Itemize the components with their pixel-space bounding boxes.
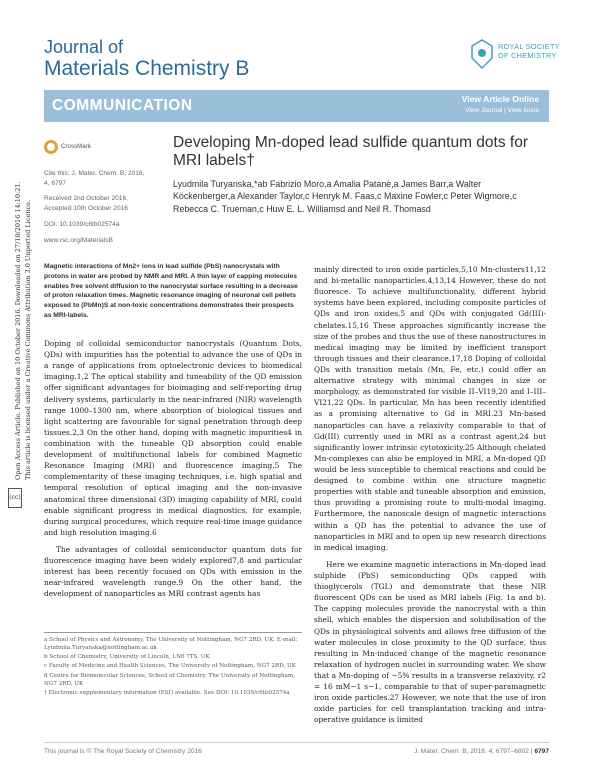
author-list: Lyudmila Turyanska,*ab Fabrizio Moro,a Amalia Patanè,a James Barr,a Walter Köckenberger,a Alexander Taylor,c Henryk M. Faas,c Maxine Fowler,c Peter Wigmore,c Rebecca C. Trueman,c Huw E. L. Williamsd and Neil R. Thomasd (173, 179, 517, 214)
article-type-banner (44, 90, 549, 122)
left-column (44, 338, 302, 606)
body-paragraph: The advantages of colloidal semiconductor quantum dots for fluorescence imaging have been widely explored7,8 and particular interest has been recently focused on QDs with emission in the near-infrared wavelength range.9 On the other hand, the development of nanoparticles as MRI contrast agents has (44, 544, 302, 599)
crossmark-label: CrossMark (61, 143, 91, 150)
affiliations (44, 636, 302, 698)
footer-citation (414, 748, 549, 755)
journal-name-line2: Materials Chemistry B (44, 57, 250, 80)
rsc-logo-text: ROYAL SOCIETY OF CHEMISTRY (498, 42, 560, 61)
rsc-logo[interactable] (468, 38, 560, 78)
journal-site-link[interactable]: www.rsc.org/MaterialsB (44, 237, 113, 244)
body-paragraph: Doping of colloidal semiconductor nanocrystals (Quantum Dots, QDs) with impurities has the potential to advance the use of QDs in a range of applications from optoelectronic devices to biomedical imaging.1,2 The optical stability and tuneability of the QD emission offer significant advantages for bioimaging and self-reporting drug delivery systems, particularly in the near-infrared (NIR) wavelength range 1000–1300 nm, where absorption of biological tissues and light scattering are favourable for signal penetration through deep tissues.2,3 On the other hand, doping with magnetic impurities4 in combination with the tuneable QD absorption could enable development of multifunctional labels for combined Magnetic Resonance Imaging (MRI) and fluorescence imaging.5 The complementarity of these imaging techniques, i.e. high spatial and temporal resolution of optical imaging and the non-invasive anatomical three dimensional (3D) imaging capability of MRI, could enable significant progress in medical diagnostics, for example, during surgical procedures, which require real-time image guidance and high resolution imaging.6 (44, 339, 302, 537)
page-number: 6797 (534, 748, 549, 755)
crossmark-badge[interactable] (44, 140, 91, 158)
crossmark-icon (44, 140, 58, 154)
side-note-line1: Open Access Article. Published on 10 October 2016. Downloaded on 27/10/2016 14:10:21. (14, 181, 22, 480)
article-type: COMMUNICATION (52, 97, 193, 114)
affiliation-item: d Centre for Biomolecular Sciences, School of Chemistry, The University of Nottingham, NG7 2RD, UK (44, 672, 295, 687)
article-title: Developing Mn-doped lead sulfide quantum dots for MRI labels† (173, 134, 529, 169)
doi-link[interactable]: DOI: 10.1039/c6tb02574a (44, 221, 120, 228)
journal-name (44, 38, 249, 79)
footer-divider (44, 742, 549, 743)
abstract: Magnetic interactions of Mn2+ ions in lead sulfide (PbS) nanocrystals with protons in water are probed by NMR and MRI. A thin layer of capping molecules enables free solvent diffusion to the nanocrystal surface resulting in a decrease of proton relaxation times. Magnetic resonance imaging of neuronal cell pellets exposed to (PbMn)S at non-toxic concentrations demonstrates their prospects as MRI-labels. (44, 263, 298, 319)
received-date: Received 2nd October 2016, (44, 195, 128, 202)
side-note-line2[interactable]: This article is licensed under a Creative Commons Attribution 3.0 Unported Licence. (24, 199, 32, 480)
license-side-note (2, 150, 38, 530)
affiliation-divider (44, 632, 302, 633)
footer-cite: J. Mater. Chem. B, 2016, 4, 6797–6802 | (413, 748, 533, 755)
cc-by-icon[interactable]: (cc) (8, 488, 22, 508)
affiliation-item: c Faculty of Medicine and Health Sciences, The University of Nottingham, NG7 2RD, UK (44, 663, 296, 670)
view-article-online-link[interactable]: View Article Online (461, 94, 539, 104)
rsc-crest-icon (468, 38, 496, 70)
cite-volume: 4, 6797 (44, 180, 66, 187)
esi-note: † Electronic supplementary information (ESI) available. See DOI: 10.1039/c6tb02574a (44, 689, 290, 696)
cite-line: Cite this: J. Mater. Chem. B, 2016, (44, 170, 145, 177)
body-paragraph: mainly directed to iron oxide particles,5,10 Mn-clusters11,12 and bi-metallic nanoparticles.4,13,14 However, these do not fluoresce. To achieve multifunctionality, different hybrid systems have been explored, including composite particles of QDs and iron oxides,5 and QDs with conjugated Gd(III)-chelates.15,16 These approaches significantly increase the size of the probes and thus the use of these nanostructures in medical imaging may be limited by inefficient transport through tissues and their clearance.17,18 Doping of colloidal QDs with transition metals (Mn, Fe, etc.) could offer an alternative strategy with minimal changes in size or morphology, as demonstrated for visible II–VI19,20 and I–III–VI21,22 QDs. In particular, Mn has been recently identified as a promising alternative to Gd in MRI.23 Mn-based nanoparticles can have a relaxivity comparable to that of Gd(III) currently used in MRI as a contrast agent,24 but significantly lower intrinsic cytotoxicity.25 Although chelated Mn-complexes can also be employed in MRI, a Mn-doped QD would be less susceptible to chemical reactions and could be designed to combine within one structure magnetic properties with stable and tuneable absorption and emission, thus providing a promising route to multi-modal imaging. Furthermore, the nanoscale design of magnetic interactions within a QD has the potential to advance the use of nanoparticles in MRI and to open up new research directions in medical imaging. (314, 265, 546, 552)
view-journal-issue-link[interactable]: View Journal | View Issue (465, 107, 539, 114)
journal-name-line1: Journal of (44, 37, 124, 57)
footer-copyright: This journal is © The Royal Society of Chemistry 2016 (44, 748, 202, 755)
body-paragraph: Here we examine magnetic interactions in Mn-doped lead sulphide (PbS) semiconducting QDs capped with thioglycerols (TGL) and demonstrate that these NIR fluorescent QDs can be used as MRI labels (Fig. 1a and b). The capping molecules provide the nanocrystal with a thin shell, which enables the dispersion and solubilisation of the QDs in physiological solvents and allows free diffusion of the water molecules in close proximity to the QD surface, thus resulting in Mn-induced change of the magnetic resonance relaxation of hydrogen nuclei in surrounding water. We show that a Mn-doping of ~5% results in a transverse relaxivity, r2 = 16 mM−1 s−1, comparable to that of super-paramagnetic iron oxide particles.27 However, we note that the use of iron oxide particles for cell transplantation tracking and intra-operative guidance is limited (314, 559, 546, 725)
accepted-date: Accepted 10th October 2016 (44, 205, 128, 212)
affiliation-item: a School of Physics and Astronomy, The University of Nottingham, NG7 2RD, UK. E-mail: Lyudmila.Turyanska@nottingham.ac.uk (44, 637, 298, 652)
right-column (314, 264, 546, 731)
affiliation-item: b School of Chemistry, University of Lincoln, LN6 7TS, UK (44, 654, 210, 661)
